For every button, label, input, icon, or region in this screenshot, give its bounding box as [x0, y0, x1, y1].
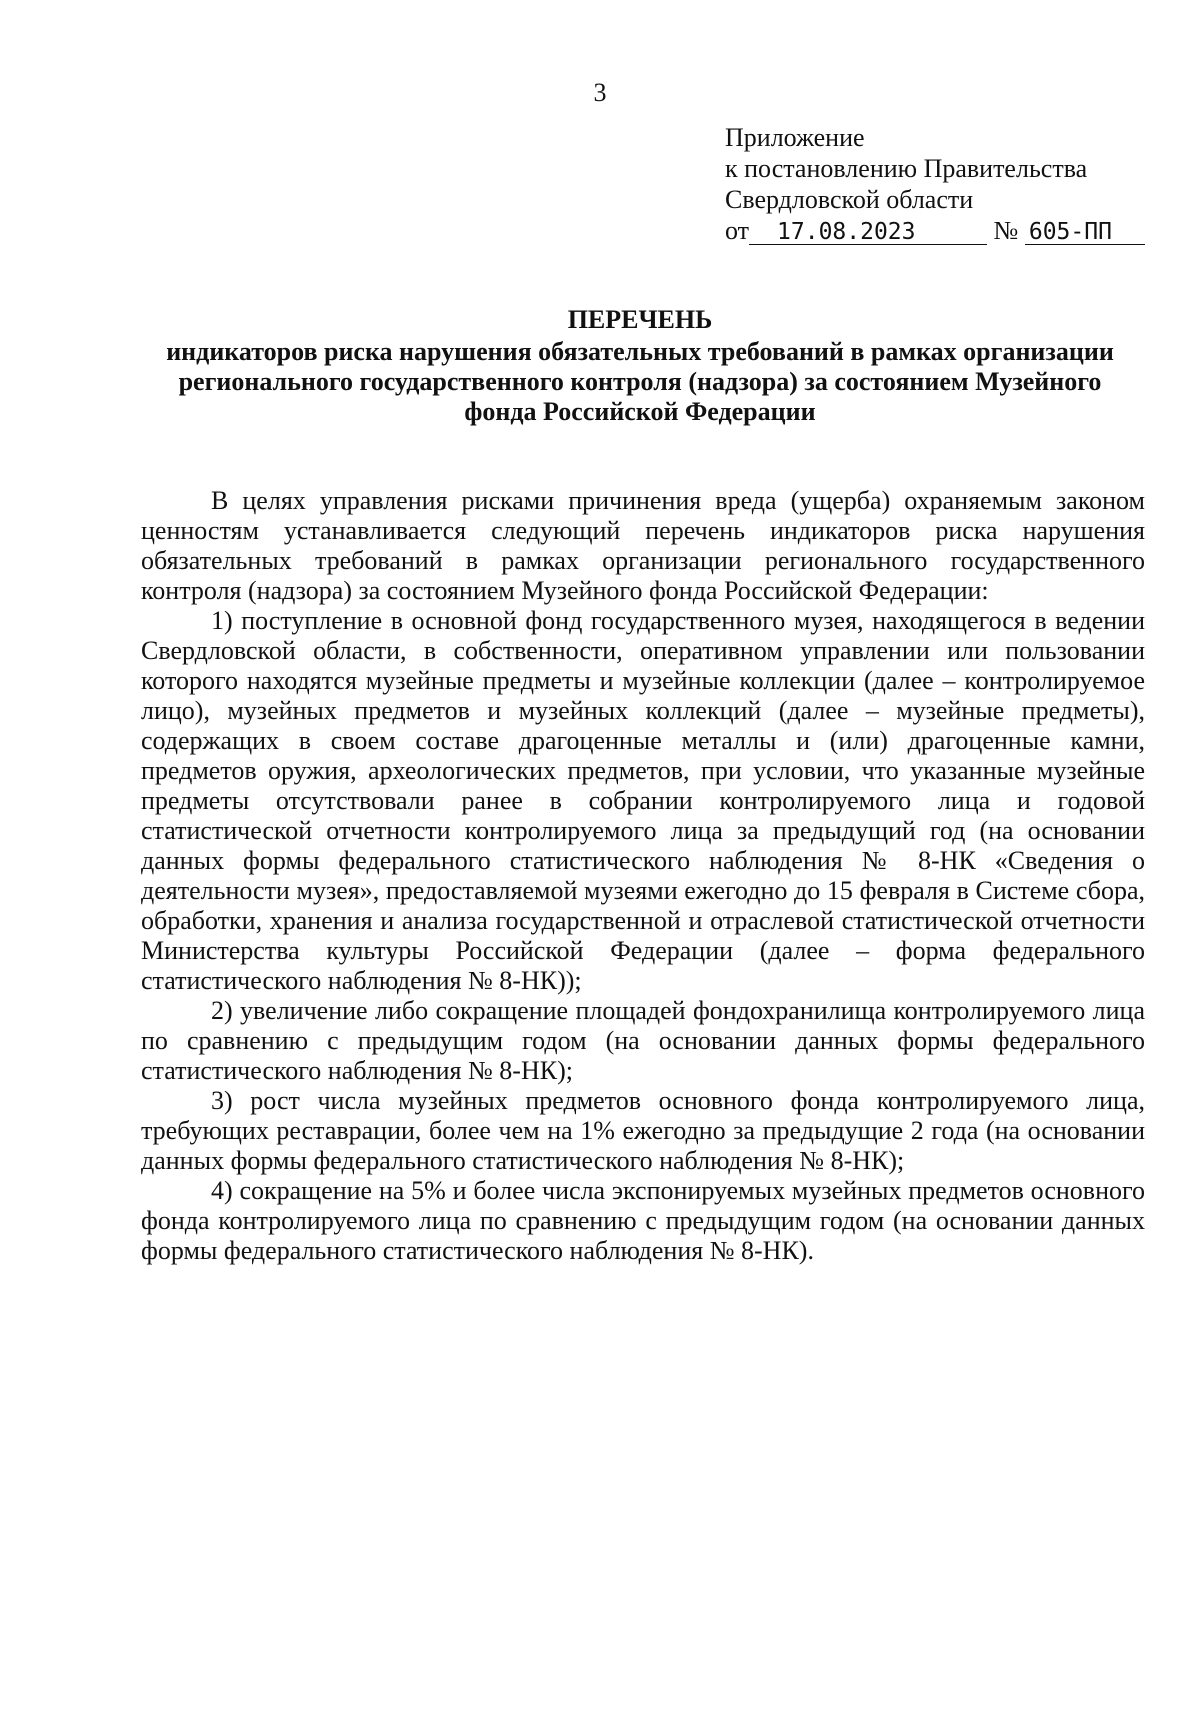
date-value: 17.08.2023 [749, 220, 987, 245]
list-item-2: 2) увеличение либо сокращение площадей фондохранилища контролируемого лица по сравнению с предыдущим годом (на основании данных формы федерального статистического наблюдения № 8-НК); [141, 996, 1145, 1085]
list-item-1: 1) поступление в основной фонд государственного музея, находящегося в ведении Свердловской области, в собственности, оперативном управлении или пользовании которого находятся музейные предметы и музейные коллекции (далее – контролируемое лицо), музейных предметов и музейных коллекций (далее – музейные предметы), содержащих в своем составе драгоценные металлы и (или) драгоценные камни, предметов оружия, археологических предметов, при условии, что указанные музейные предметы отсутствовали ранее в собрании контролируемого лица и годовой статистической отчетности контролируемого лица за предыдущий год (на основании данных формы федерального статистического наблюдения № 8-НК «Сведения о деятельности музея», предоставляемой музеями ежегодно до 15 февраля в Системе сбора, обработки, хранения и анализа государственной и отраслевой статистической отчетности Министерства культуры Российской Федерации (далее – форма федерального статистического наблюдения № 8-НК)); [141, 606, 1145, 995]
appendix-line-2: к постановлению Правительства [725, 154, 1088, 183]
list-item-3: 3) рост числа музейных предметов основного фонда контролируемого лица, требующих реставрации, более чем на 1% ежегодно за предыдущие 2 года (на основании данных формы федерального статистического наблюдения № 8-НК); [141, 1086, 1145, 1175]
title-subtitle: индикаторов риска нарушения обязательных требований в рамках организации регионального государственного контроля (надзора) за состоянием Музейного фонда Российской Федерации [166, 337, 1114, 426]
date-prefix: от [725, 216, 750, 245]
list-item-4: 4) сокращение на 5% и более числа экспонируемых музейных предметов основного фонда контролируемого лица по сравнению с предыдущим годом (на основании данных формы федерального статистического наблюдения № 8-НК). [141, 1176, 1145, 1265]
title-main: ПЕРЕЧЕНЬ [567, 305, 713, 334]
appendix-date-line [725, 215, 1155, 246]
page-number: 3 [593, 78, 607, 107]
number-value: 605-ПП [1025, 220, 1145, 245]
intro-paragraph: В целях управления рисками причинения вреда (ущерба) охраняемым законом ценностям устанавливается следующий перечень индикаторов риска нарушения обязательных требований в рамках организации регионального государственного контроля (надзора) за состоянием Музейного фонда Российской Федерации: [141, 486, 1145, 605]
document-title [140, 305, 1140, 427]
appendix-block [725, 122, 1155, 246]
appendix-line-1: Приложение [725, 123, 865, 152]
document-body [141, 486, 1145, 1266]
appendix-line-3: Свердловской области [725, 185, 974, 214]
number-prefix: № [993, 216, 1019, 245]
